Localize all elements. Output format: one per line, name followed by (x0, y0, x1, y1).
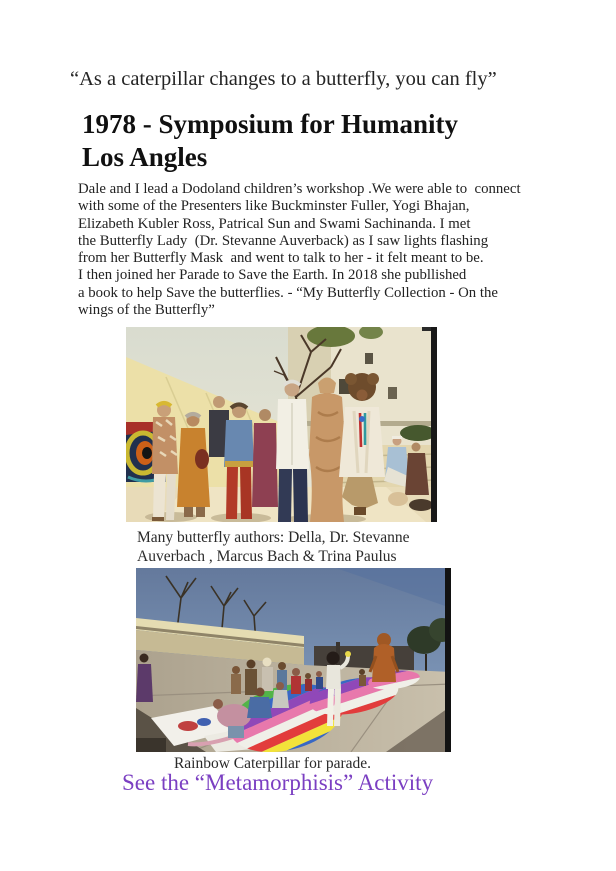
paragraph-line: wings of the Butterfly” (78, 302, 215, 319)
photo2-caption: Rainbow Caterpillar for parade. (173, 755, 372, 772)
paragraph-line: from her Butterfly Mask and went to talk to her - it felt meant to be. (78, 250, 484, 267)
rainbow-caterpillar-photo (136, 568, 451, 752)
metamorphosis-activity-link[interactable]: See the “Metamorphisis” Activity (122, 770, 434, 795)
paragraph-line: a book to help Save the butterflies. - “My Butterfly Collection - On the (78, 284, 498, 301)
paragraph-line: with some of the Presenters like Buckminster Fuller, Yogi Bhajan, (78, 198, 470, 215)
quote-text: “As a caterpillar changes to a butterfly, you can fly” (70, 68, 497, 90)
photo1-caption-line2: Auverbach , Marcus Bach & Trina Paulus (137, 548, 397, 565)
photo1-caption-line1: Many butterfly authors: Della, Dr. Stevanne (137, 529, 410, 546)
body-paragraph (78, 181, 521, 319)
page-title (82, 108, 458, 174)
photo1-caption (137, 528, 409, 566)
symposium-group-photo (126, 327, 437, 522)
paragraph-line: I then joined her Parade to Save the Earth. In 2018 she publlished (78, 267, 467, 284)
paragraph-line: Elizabeth Kubler Ross, Patrical Sun and Swami Sachinanda. I met (78, 215, 471, 232)
paragraph-line: the Butterfly Lady (Dr. Stevanne Auverback) as I saw lights flashing (78, 232, 489, 249)
page-title-line1: 1978 - Symposium for Humanity (82, 109, 459, 139)
rainbow-caterpillar-photo-art (136, 568, 451, 752)
paragraph-line: Dale and I lead a Dodoland children’s workshop .We were able to connect (78, 181, 521, 197)
page-title-line2: Los Angles (82, 142, 208, 172)
symposium-group-photo-art (126, 327, 437, 522)
